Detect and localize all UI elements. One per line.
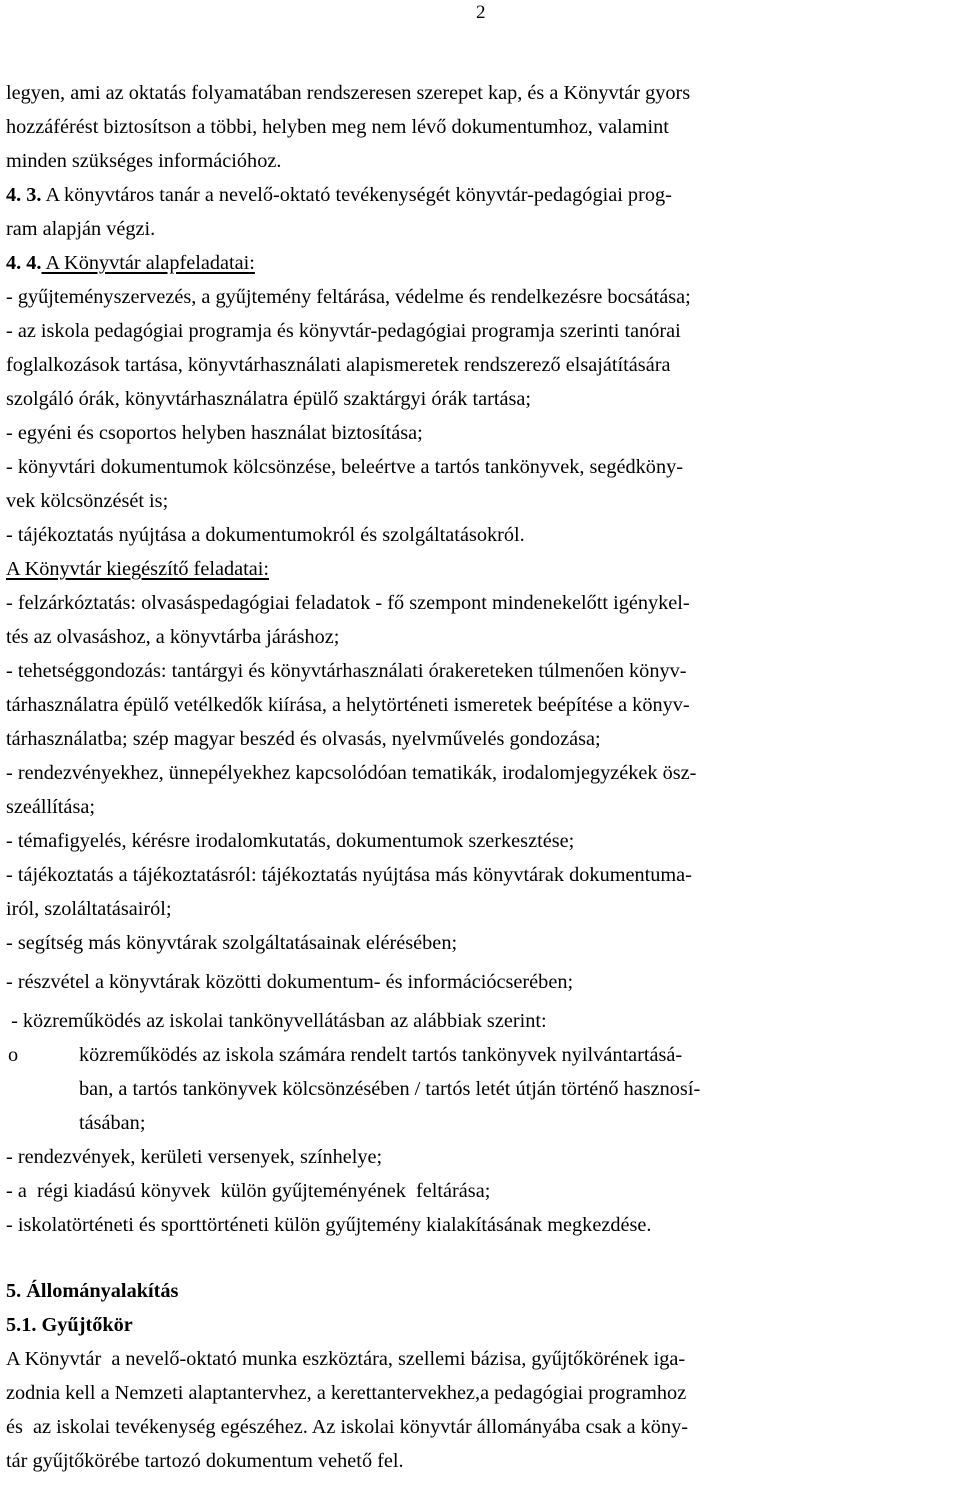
text-line: minden szükséges információhoz.	[6, 150, 282, 172]
list-item: - egyéni és csoportos helyben használat biztosítása;	[6, 422, 423, 444]
text-line: tárhasználatba; szép magyar beszéd és olvasás, nyelvművelés gondozása;	[6, 728, 601, 750]
list-item: - tájékoztatás a tájékoztatásról: tájékoztatás nyújtása más könyvtárak dokumentuma-	[6, 864, 692, 886]
section-5-heading: 5. Állományalakítás	[6, 1280, 179, 1302]
section-title: A Könyvtár alapfeladatai:	[41, 252, 255, 274]
list-item: - rendezvényekhez, ünnepélyekhez kapcsolódóan tematikák, irodalomjegyzékek ösz-	[6, 762, 697, 784]
text-line: iról, szoláltatásairól;	[6, 898, 172, 920]
text-line: tárhasználatra épülő vetélkedők kiírása, a helytörténeti ismeretek beépítése a könyv-	[6, 694, 690, 716]
sub-bullet-text: ban, a tartós tankönyvek kölcsönzésében / tartós letét útján történő hasznosí-	[79, 1078, 701, 1100]
section-4-3-line	[6, 178, 950, 212]
text-line: szeállítása;	[6, 796, 95, 818]
sub-bullet-text: közreműködés az iskola számára rendelt tartós tankönyvek nyilvántartásá-	[79, 1044, 683, 1066]
list-item: - felzárkóztatás: olvasáspedagógiai feladatok - fő szempont mindenekelőtt igénykel-	[6, 592, 690, 614]
text-line: ram alapján végzi.	[6, 218, 156, 240]
list-item: - közreműködés az iskolai tankönyvellátásban az alábbiak szerint:	[6, 1010, 547, 1032]
list-item: - gyűjteményszervezés, a gyűjtemény feltárása, védelme és rendelkezésre bocsátása;	[6, 286, 691, 308]
text-line: foglalkozások tartása, könyvtárhasználati alapismeretek rendszerező elsajátítására	[6, 354, 671, 376]
list-item: - iskolatörténeti és sporttörténeti külön gyűjtemény kialakításának megkezdése.	[6, 1214, 652, 1236]
paragraph-line: tár gyűjtőkörébe tartozó dokumentum vehető fel.	[6, 1450, 404, 1472]
list-item: - tehetséggondozás: tantárgyi és könyvtárhasználati órakereteken túlmenően könyv-	[6, 660, 687, 682]
list-item: - részvétel a könyvtárak közötti dokumentum- és információcserében;	[6, 971, 574, 993]
list-item: - témafigyelés, kérésre irodalomkutatás, dokumentumok szerkesztése;	[6, 830, 575, 852]
section-number: 4. 3.	[6, 184, 42, 206]
list-item: - az iskola pedagógiai programja és könyvtár-pedagógiai programja szerinti tanórai	[6, 320, 681, 342]
list-item: - segítség más könyvtárak szolgáltatásainak elérésében;	[6, 932, 458, 954]
sub-bullet-item	[6, 1038, 950, 1072]
text-line: szolgáló órák, könyvtárhasználatra épülő szaktárgyi órák tartása;	[6, 388, 532, 410]
sub-bullet-continuation	[6, 1072, 950, 1106]
text-line: hozzáférést biztosítson a többi, helyben meg nem lévő dokumentumhoz, valamint	[6, 116, 669, 138]
sub-bullet-text: tásában;	[79, 1112, 146, 1134]
paragraph-line: és az iskolai tevékenység egészéhez. Az iskolai könyvtár állományába csak a köny-	[6, 1416, 688, 1438]
supplementary-tasks-heading: A Könyvtár kiegészítő feladatai:	[6, 558, 270, 580]
section-5-1-heading: 5.1. Gyűjtőkör	[6, 1314, 133, 1336]
section-4-4-heading	[6, 246, 950, 280]
document-body	[6, 76, 950, 1478]
text-line: legyen, ami az oktatás folyamatában rendszeresen szerepet kap, és a Könyvtár gyors	[6, 82, 691, 104]
sub-bullet-continuation	[6, 1106, 950, 1140]
text-line: vek kölcsönzését is;	[6, 490, 169, 512]
section-text: A könyvtáros tanár a nevelő-oktató tevékenységét könyvtár-pedagógiai prog-	[41, 184, 672, 206]
list-item: - rendezvények, kerületi versenyek, színhelye;	[6, 1146, 383, 1168]
list-item: - tájékoztatás nyújtása a dokumentumokról és szolgáltatásokról.	[6, 524, 525, 546]
page-number: 2	[476, 2, 486, 23]
paragraph-line: A Könyvtár a nevelő-oktató munka eszköztára, szellemi bázisa, gyűjtőkörének iga-	[6, 1348, 686, 1370]
list-item: - a régi kiadású könyvek külön gyűjteményének feltárása;	[6, 1180, 491, 1202]
list-item: - könyvtári dokumentumok kölcsönzése, beleértve a tartós tankönyvek, segédköny-	[6, 456, 683, 478]
bullet-o-icon: o	[8, 1044, 19, 1066]
section-number: 4. 4.	[6, 252, 42, 274]
text-line: tés az olvasáshoz, a könyvtárba járáshoz;	[6, 626, 340, 648]
paragraph-line: zodnia kell a Nemzeti alaptantervhez, a kerettantervekhez,a pedagógiai programhoz	[6, 1382, 687, 1404]
